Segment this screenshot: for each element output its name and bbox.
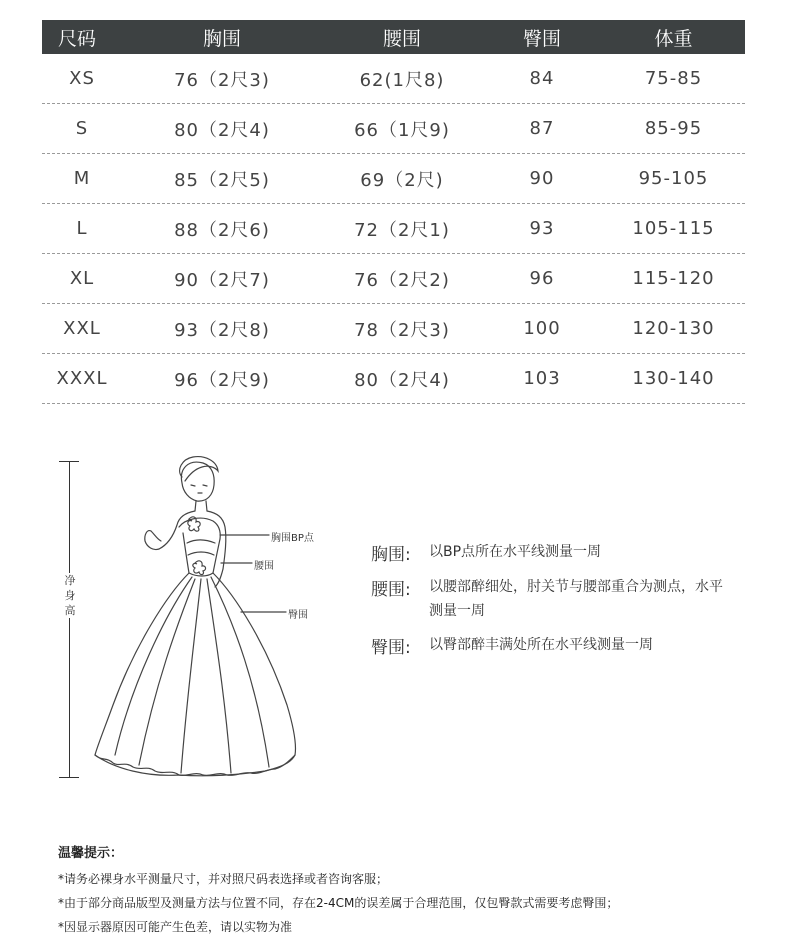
tip-item: *因显示器原因可能产生色差，请以实物为准 bbox=[58, 920, 293, 934]
table-row bbox=[42, 204, 745, 254]
cell-hip: 90 bbox=[529, 168, 555, 189]
header-waist: 腰围 bbox=[382, 27, 421, 50]
callout-hip: 臀围 bbox=[288, 610, 308, 621]
cell-bust: 88（2尺6) bbox=[174, 219, 270, 241]
cell-weight: 75-85 bbox=[644, 68, 703, 89]
cell-hip: 93 bbox=[529, 218, 555, 239]
cell-weight: 130-140 bbox=[632, 368, 715, 389]
tip-item: *由于部分商品版型及测量方法与位置不同，存在2-4CM的误差属于合理范围，仅包臀款式需要考虑臀围； bbox=[58, 896, 619, 910]
table-row bbox=[42, 104, 745, 154]
cell-weight: 95-105 bbox=[638, 168, 709, 189]
measurement-definitions bbox=[371, 540, 731, 668]
cell-waist: 78（2尺3) bbox=[354, 319, 450, 341]
definition-text: 以腰部醉细处，肘关节与腰部重合为测点，水平测量一周 bbox=[429, 579, 723, 619]
definition-text: 以BP点所在水平线测量一周 bbox=[429, 544, 602, 560]
cell-waist: 80（2尺4) bbox=[354, 369, 450, 391]
cell-bust: 96（2尺9) bbox=[174, 369, 270, 391]
cell-hip: 103 bbox=[523, 368, 561, 389]
cell-hip: 96 bbox=[529, 268, 555, 289]
cell-size: L bbox=[76, 218, 88, 239]
cell-hip: 84 bbox=[529, 68, 555, 89]
header-size: 尺码 bbox=[58, 27, 97, 50]
table-row bbox=[42, 54, 745, 104]
cell-waist: 69（2尺) bbox=[360, 169, 444, 191]
definition-term: 腰围: bbox=[371, 580, 411, 600]
cell-size: XXL bbox=[63, 318, 101, 339]
cell-bust: 93（2尺8) bbox=[174, 319, 270, 341]
cell-size: XL bbox=[69, 268, 95, 289]
callout-waist: 腰围 bbox=[254, 561, 274, 572]
header-weight: 体重 bbox=[654, 27, 693, 50]
tip-item: *请务必裸身水平测量尺寸，并对照尺码表选择或者咨询客服； bbox=[58, 872, 389, 886]
cell-hip: 87 bbox=[529, 118, 555, 139]
callout-bust: 胸围BP点 bbox=[271, 533, 314, 544]
cell-size: XS bbox=[69, 68, 95, 89]
cell-waist: 72（2尺1) bbox=[354, 219, 450, 241]
cell-weight: 115-120 bbox=[632, 268, 715, 289]
header-hip: 臀围 bbox=[522, 27, 561, 50]
definition-text: 以臀部醉丰满处所在水平线测量一周 bbox=[429, 637, 653, 653]
cell-waist: 62(1尺8) bbox=[359, 69, 445, 91]
definition-term: 胸围: bbox=[371, 545, 411, 565]
cell-hip: 100 bbox=[523, 318, 561, 339]
cell-bust: 90（2尺7) bbox=[174, 269, 270, 291]
cell-size: M bbox=[73, 168, 91, 189]
table-header bbox=[42, 20, 745, 54]
tips-section bbox=[58, 842, 758, 939]
cell-bust: 85（2尺5) bbox=[174, 169, 270, 191]
cell-weight: 85-95 bbox=[644, 118, 703, 139]
definition-bust bbox=[371, 540, 731, 565]
size-table bbox=[42, 20, 745, 404]
cell-bust: 76（2尺3) bbox=[174, 69, 270, 91]
table-row bbox=[42, 154, 745, 204]
definition-hip bbox=[371, 633, 731, 658]
measurement-illustration bbox=[55, 455, 345, 790]
header-bust: 胸围 bbox=[202, 27, 241, 50]
cell-weight: 105-115 bbox=[632, 218, 715, 239]
table-row bbox=[42, 254, 745, 304]
tips-title: 温馨提示： bbox=[58, 846, 124, 861]
definition-waist bbox=[371, 575, 731, 623]
cell-size: S bbox=[75, 118, 89, 139]
cell-weight: 120-130 bbox=[632, 318, 715, 339]
height-label: 净身高 bbox=[64, 574, 76, 617]
cell-bust: 80（2尺4) bbox=[174, 119, 270, 141]
table-row bbox=[42, 304, 745, 354]
ball-gown-figure-icon bbox=[55, 455, 345, 790]
table-row bbox=[42, 354, 745, 404]
cell-size: XXXL bbox=[56, 368, 108, 389]
cell-waist: 76（2尺2) bbox=[354, 269, 450, 291]
definition-term: 臀围: bbox=[371, 638, 411, 658]
cell-waist: 66（1尺9) bbox=[354, 119, 450, 141]
